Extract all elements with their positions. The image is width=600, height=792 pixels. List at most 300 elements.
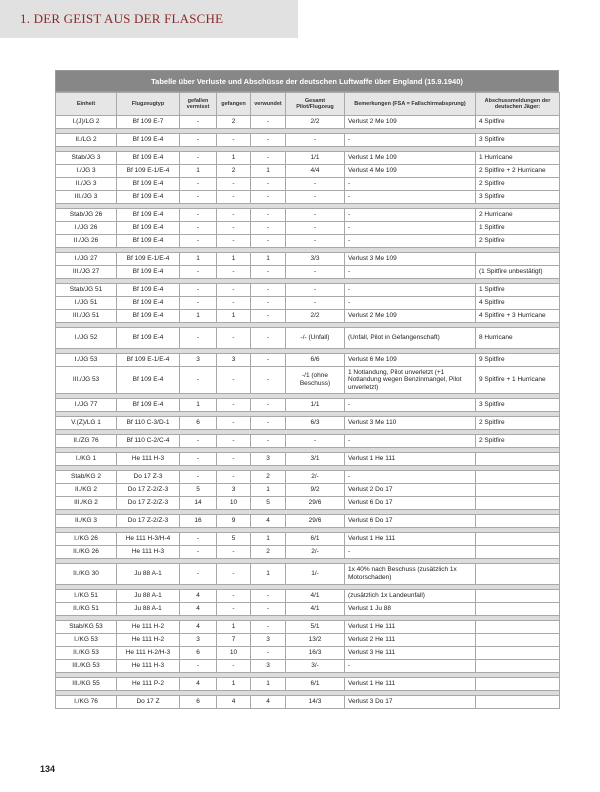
table-cell: - bbox=[251, 284, 286, 297]
table-cell: 5 bbox=[180, 484, 217, 497]
table-cell: I./JG 53 bbox=[56, 354, 117, 367]
table-cell: 4 bbox=[180, 603, 217, 616]
table-cell: - bbox=[180, 178, 217, 191]
table-cell: Bf 109 E-4 bbox=[117, 222, 180, 235]
table-cell: - bbox=[286, 266, 345, 279]
table-cell: - bbox=[251, 209, 286, 222]
table-cell: - bbox=[180, 266, 217, 279]
table-cell: - bbox=[345, 546, 476, 559]
table-cell: II./KG 3 bbox=[56, 515, 117, 528]
header-cell: Flugzeugtyp bbox=[117, 93, 180, 116]
table-cell: 4 Spitfire bbox=[476, 116, 560, 129]
table-cell: 1 Spitfire bbox=[476, 284, 560, 297]
table-cell: - bbox=[180, 546, 217, 559]
table-cell: He 111 H-3 bbox=[117, 546, 180, 559]
table-header-row bbox=[56, 93, 560, 116]
table-cell: - bbox=[180, 533, 217, 546]
table-cell: (Unfall, Pilot in Gefangenschaft) bbox=[345, 328, 476, 349]
table-cell: - bbox=[251, 297, 286, 310]
table-cell bbox=[476, 678, 560, 691]
table-cell: V.(Z)/LG 1 bbox=[56, 417, 117, 430]
table-cell: - bbox=[180, 564, 217, 585]
table-cell: - bbox=[251, 222, 286, 235]
table-cell: - bbox=[217, 191, 251, 204]
table-row bbox=[56, 191, 560, 204]
table-cell: 1 bbox=[251, 564, 286, 585]
table-row bbox=[56, 134, 560, 147]
table-cell: - bbox=[217, 328, 251, 349]
table-cell: - bbox=[251, 178, 286, 191]
table-cell: Verlust 1 Ju 88 bbox=[345, 603, 476, 616]
table-cell: - bbox=[251, 399, 286, 412]
table-row bbox=[56, 116, 560, 129]
table-cell: Bf 109 E-4 bbox=[117, 328, 180, 349]
table-cell: - bbox=[180, 134, 217, 147]
table-row bbox=[56, 634, 560, 647]
table-row bbox=[56, 152, 560, 165]
table-cell: - bbox=[251, 367, 286, 394]
header-cell: verwundet bbox=[251, 93, 286, 116]
table-row bbox=[56, 253, 560, 266]
table-cell: - bbox=[251, 647, 286, 660]
table-cell: I.(J)/LG 2 bbox=[56, 116, 117, 129]
table-cell: 29/6 bbox=[286, 497, 345, 510]
table-cell: Verlust 3 Me 110 bbox=[345, 417, 476, 430]
table-cell: Verlust 2 Do 17 bbox=[345, 484, 476, 497]
table-cell: He 111 H-3 bbox=[117, 453, 180, 466]
table-cell: Bf 109 E-4 bbox=[117, 367, 180, 394]
table-cell: 4/1 bbox=[286, 603, 345, 616]
table-cell: Do 17 Z-2/Z-3 bbox=[117, 497, 180, 510]
table-cell: II./KG 26 bbox=[56, 546, 117, 559]
table-cell: - bbox=[217, 471, 251, 484]
table-cell: 2/2 bbox=[286, 116, 345, 129]
header-cell: Einheit bbox=[56, 93, 117, 116]
table-cell: Verlust 3 Do 17 bbox=[345, 696, 476, 709]
table-cell: - bbox=[251, 354, 286, 367]
table-cell: - bbox=[251, 116, 286, 129]
table-cell: - bbox=[345, 235, 476, 248]
table-cell: - bbox=[180, 116, 217, 129]
table-cell: Verlust 6 Do 17 bbox=[345, 515, 476, 528]
header-cell: gefallen vermisst bbox=[180, 93, 217, 116]
table-row bbox=[56, 546, 560, 559]
table-cell: - bbox=[345, 134, 476, 147]
table-cell: 1 bbox=[251, 165, 286, 178]
table-cell bbox=[476, 497, 560, 510]
table-cell: Verlust 1 He 111 bbox=[345, 621, 476, 634]
table-cell: - bbox=[180, 209, 217, 222]
table-cell: - bbox=[180, 453, 217, 466]
table-cell: -/- (Unfall) bbox=[286, 328, 345, 349]
table-row bbox=[56, 564, 560, 585]
header-cell: Bemerkungen (FSA = Fallschirmabsprung) bbox=[345, 93, 476, 116]
table-row bbox=[56, 497, 560, 510]
table-cell: 1 bbox=[217, 678, 251, 691]
table-cell: 6/1 bbox=[286, 678, 345, 691]
table-row bbox=[56, 603, 560, 616]
table-cell: (1 Spitfire unbestätigt) bbox=[476, 266, 560, 279]
table-cell: Bf 109 E-1/E-4 bbox=[117, 165, 180, 178]
table-cell: 2 Spitfire bbox=[476, 435, 560, 448]
table-cell: 2 bbox=[251, 471, 286, 484]
table-cell: 1 Notlandung, Pilot unverletzt (+1 Notlandung wegen Benzinmangel, Pilot unverletzt) bbox=[345, 367, 476, 394]
table-cell: 3 bbox=[180, 354, 217, 367]
table-cell: He 111 H-3 bbox=[117, 660, 180, 673]
table-cell: Bf 109 E-4 bbox=[117, 209, 180, 222]
table-cell bbox=[476, 515, 560, 528]
table-cell bbox=[476, 453, 560, 466]
table-row bbox=[56, 222, 560, 235]
table-cell bbox=[476, 634, 560, 647]
table-cell: Bf 110 C-3/D-1 bbox=[117, 417, 180, 430]
table-cell: 4/4 bbox=[286, 165, 345, 178]
table-cell: 1 bbox=[251, 678, 286, 691]
table-cell bbox=[476, 253, 560, 266]
table-cell: Verlust 2 Me 109 bbox=[345, 310, 476, 323]
table-row bbox=[56, 284, 560, 297]
table-cell: III./JG 3 bbox=[56, 191, 117, 204]
table-cell: - bbox=[286, 297, 345, 310]
table-cell: -/1 (ohne Beschuss) bbox=[286, 367, 345, 394]
table-cell: II./JG 3 bbox=[56, 178, 117, 191]
table-cell: - bbox=[180, 235, 217, 248]
table-cell: 6/3 bbox=[286, 417, 345, 430]
table-cell bbox=[476, 471, 560, 484]
table-cell: He 111 P-2 bbox=[117, 678, 180, 691]
table-cell: - bbox=[286, 191, 345, 204]
table-cell: I./JG 26 bbox=[56, 222, 117, 235]
table-cell: - bbox=[345, 266, 476, 279]
table-cell: - bbox=[217, 222, 251, 235]
table-cell: - bbox=[286, 134, 345, 147]
table-row bbox=[56, 533, 560, 546]
table-cell: - bbox=[345, 399, 476, 412]
table-cell: 16 bbox=[180, 515, 217, 528]
table-cell: - bbox=[180, 297, 217, 310]
table-cell: Verlust 3 He 111 bbox=[345, 647, 476, 660]
table-cell bbox=[476, 603, 560, 616]
table-row bbox=[56, 621, 560, 634]
table-cell: - bbox=[345, 435, 476, 448]
table-cell: Bf 110 C-2/C-4 bbox=[117, 435, 180, 448]
table-cell: 1 bbox=[217, 253, 251, 266]
table-cell: 3/- bbox=[286, 660, 345, 673]
table-cell: 5/1 bbox=[286, 621, 345, 634]
table-cell: Bf 109 E-4 bbox=[117, 235, 180, 248]
table-cell: - bbox=[286, 209, 345, 222]
table-cell: 9 Spitfire bbox=[476, 354, 560, 367]
table-cell: 2 bbox=[217, 116, 251, 129]
table-cell: Stab/KG 53 bbox=[56, 621, 117, 634]
table-cell: - bbox=[217, 453, 251, 466]
table-cell: - bbox=[180, 284, 217, 297]
table-cell: Verlust 2 Me 109 bbox=[345, 116, 476, 129]
table-cell: I./JG 3 bbox=[56, 165, 117, 178]
table-cell: 3 Spitfire bbox=[476, 191, 560, 204]
table-cell: 1 bbox=[217, 310, 251, 323]
table-cell: 4 Spitfire bbox=[476, 297, 560, 310]
table-cell: - bbox=[345, 209, 476, 222]
table-cell: Verlust 1 He 111 bbox=[345, 533, 476, 546]
table-cell: 3/1 bbox=[286, 453, 345, 466]
table-cell: Bf 109 E-1/E-4 bbox=[117, 354, 180, 367]
table-row bbox=[56, 660, 560, 673]
table-cell: 2/- bbox=[286, 471, 345, 484]
table-cell: 16/3 bbox=[286, 647, 345, 660]
table-cell: - bbox=[345, 660, 476, 673]
table-cell: - bbox=[217, 266, 251, 279]
table-cell: 1/1 bbox=[286, 399, 345, 412]
table-cell: - bbox=[180, 328, 217, 349]
table-cell: 6/6 bbox=[286, 354, 345, 367]
table-cell: I./KG 51 bbox=[56, 590, 117, 603]
table-cell: 1 bbox=[217, 621, 251, 634]
table-cell: - bbox=[345, 284, 476, 297]
table-cell: 3 bbox=[251, 453, 286, 466]
table-cell: II./KG 53 bbox=[56, 647, 117, 660]
table-cell: Verlust 4 Me 109 bbox=[345, 165, 476, 178]
table-row bbox=[56, 209, 560, 222]
table-cell bbox=[476, 621, 560, 634]
table-cell: Bf 109 E-4 bbox=[117, 134, 180, 147]
table-cell: 1/- bbox=[286, 564, 345, 585]
table-cell: 8 Hurricane bbox=[476, 328, 560, 349]
table-cell: Verlust 1 He 111 bbox=[345, 453, 476, 466]
table-cell: 3 bbox=[217, 484, 251, 497]
table-cell: 6 bbox=[180, 417, 217, 430]
table-cell: Stab/KG 2 bbox=[56, 471, 117, 484]
table-cell: Bf 109 E-4 bbox=[117, 284, 180, 297]
header-cell: Gesamt Pilot/Flugzeug bbox=[286, 93, 345, 116]
table-cell: Do 17 Z-3 bbox=[117, 471, 180, 484]
table-cell: 4 bbox=[180, 678, 217, 691]
header-cell: gefangen bbox=[217, 93, 251, 116]
table-cell bbox=[476, 564, 560, 585]
table-cell: 1 bbox=[180, 165, 217, 178]
table-cell: - bbox=[251, 435, 286, 448]
table-cell: He 111 H-3/H-4 bbox=[117, 533, 180, 546]
table-cell: 3 bbox=[217, 354, 251, 367]
table-cell: Bf 109 E-1/E-4 bbox=[117, 253, 180, 266]
table-cell: - bbox=[251, 417, 286, 430]
table-cell: I./KG 76 bbox=[56, 696, 117, 709]
table-cell: - bbox=[180, 222, 217, 235]
table-cell: 2 Spitfire + 2 Hurricane bbox=[476, 165, 560, 178]
table-cell: Do 17 Z-2/Z-3 bbox=[117, 484, 180, 497]
table-cell: Bf 109 E-4 bbox=[117, 178, 180, 191]
table-cell: 3 bbox=[180, 634, 217, 647]
table-cell bbox=[476, 660, 560, 673]
table-cell: 4/1 bbox=[286, 590, 345, 603]
table-cell: - bbox=[217, 435, 251, 448]
table-cell: II./LG 2 bbox=[56, 134, 117, 147]
table-row bbox=[56, 367, 560, 394]
table-cell: - bbox=[251, 621, 286, 634]
table-cell: - bbox=[217, 603, 251, 616]
table-cell: - bbox=[286, 222, 345, 235]
header-cell: Abschussmeldungen der deutschen Jäger: bbox=[476, 93, 560, 116]
table-row bbox=[56, 515, 560, 528]
table-cell: Verlust 6 Do 17 bbox=[345, 497, 476, 510]
table-cell: 29/6 bbox=[286, 515, 345, 528]
table-cell: II./KG 51 bbox=[56, 603, 117, 616]
table-cell: I./JG 27 bbox=[56, 253, 117, 266]
table-cell: - bbox=[180, 435, 217, 448]
table-cell: - bbox=[217, 209, 251, 222]
table-cell: - bbox=[251, 328, 286, 349]
table-cell: Bf 109 E-4 bbox=[117, 191, 180, 204]
table-cell: Bf 109 E-4 bbox=[117, 152, 180, 165]
table-cell: 4 bbox=[217, 696, 251, 709]
table-cell: - bbox=[251, 152, 286, 165]
table-cell: - bbox=[286, 178, 345, 191]
table-cell: Bf 109 E-4 bbox=[117, 310, 180, 323]
table-cell: 2/- bbox=[286, 546, 345, 559]
table-cell: 9 bbox=[217, 515, 251, 528]
table-cell: - bbox=[251, 310, 286, 323]
table-cell: 1 bbox=[251, 253, 286, 266]
table-cell: - bbox=[251, 590, 286, 603]
table-cell: I./KG 26 bbox=[56, 533, 117, 546]
table-cell: Bf 109 E-4 bbox=[117, 399, 180, 412]
table-cell: Bf 109 E-4 bbox=[117, 266, 180, 279]
table-cell: He 111 H-2/H-3 bbox=[117, 647, 180, 660]
table-cell: - bbox=[217, 235, 251, 248]
table-cell: 1/1 bbox=[286, 152, 345, 165]
table-cell: - bbox=[345, 222, 476, 235]
table-cell: I./JG 77 bbox=[56, 399, 117, 412]
table-cell: 6/1 bbox=[286, 533, 345, 546]
table-cell: - bbox=[217, 546, 251, 559]
table-cell: 7 bbox=[217, 634, 251, 647]
table-row bbox=[56, 165, 560, 178]
table-cell bbox=[476, 647, 560, 660]
table-cell: - bbox=[180, 660, 217, 673]
table-cell: III./KG 2 bbox=[56, 497, 117, 510]
table-cell: 2 bbox=[217, 165, 251, 178]
table-cell: Bf 109 E-7 bbox=[117, 116, 180, 129]
table-cell: III./JG 27 bbox=[56, 266, 117, 279]
table-cell: He 111 H-2 bbox=[117, 634, 180, 647]
table-row bbox=[56, 310, 560, 323]
table-row bbox=[56, 399, 560, 412]
table-cell: Stab/JG 51 bbox=[56, 284, 117, 297]
table-cell: 2 Hurricane bbox=[476, 209, 560, 222]
table-cell: I./KG 53 bbox=[56, 634, 117, 647]
table-row bbox=[56, 297, 560, 310]
table-cell: 13/2 bbox=[286, 634, 345, 647]
table-cell: - bbox=[345, 297, 476, 310]
table-row bbox=[56, 647, 560, 660]
table-cell: III./JG 53 bbox=[56, 367, 117, 394]
table-cell bbox=[476, 546, 560, 559]
table-cell: - bbox=[180, 152, 217, 165]
chapter-header-band bbox=[0, 0, 298, 38]
table-cell: 1 Hurricane bbox=[476, 152, 560, 165]
table-cell: 5 bbox=[217, 533, 251, 546]
table-cell: - bbox=[286, 284, 345, 297]
table-cell: - bbox=[251, 603, 286, 616]
table-cell: - bbox=[217, 367, 251, 394]
table-row bbox=[56, 178, 560, 191]
table-cell: 2/2 bbox=[286, 310, 345, 323]
loss-table-container bbox=[55, 70, 559, 709]
table-cell: 6 bbox=[180, 647, 217, 660]
table-row bbox=[56, 328, 560, 349]
table-cell: 1 bbox=[251, 484, 286, 497]
table-row bbox=[56, 266, 560, 279]
table-cell bbox=[476, 533, 560, 546]
table-cell: 3/3 bbox=[286, 253, 345, 266]
table-cell: - bbox=[180, 471, 217, 484]
table-row bbox=[56, 453, 560, 466]
table-cell: - bbox=[217, 284, 251, 297]
table-cell: Stab/JG 26 bbox=[56, 209, 117, 222]
table-cell: II./JG 26 bbox=[56, 235, 117, 248]
table-cell: 1 Spitfire bbox=[476, 222, 560, 235]
table-cell: - bbox=[251, 266, 286, 279]
table-row bbox=[56, 678, 560, 691]
chapter-title: 1. DER GEIST AUS DER FLASCHE bbox=[20, 11, 224, 26]
table-cell: 4 bbox=[251, 515, 286, 528]
table-cell: 4 bbox=[180, 590, 217, 603]
table-cell: (zusätzlich 1x Landeunfall) bbox=[345, 590, 476, 603]
table-cell: He 111 H-2 bbox=[117, 621, 180, 634]
table-row bbox=[56, 484, 560, 497]
table-cell: - bbox=[345, 471, 476, 484]
table-cell: Verlust 1 Me 109 bbox=[345, 152, 476, 165]
table-cell: 1x 40% nach Beschuss (zusätzlich 1x Motorschaden) bbox=[345, 564, 476, 585]
table-cell: 3 Spitfire bbox=[476, 399, 560, 412]
table-cell: Ju 88 A-1 bbox=[117, 590, 180, 603]
table-cell: 1 bbox=[217, 152, 251, 165]
table-cell: - bbox=[217, 178, 251, 191]
table-cell: 14 bbox=[180, 497, 217, 510]
table-cell: 4 bbox=[180, 621, 217, 634]
table-row bbox=[56, 590, 560, 603]
table-cell bbox=[476, 696, 560, 709]
table-cell: - bbox=[251, 235, 286, 248]
table-cell: Bf 109 E-4 bbox=[117, 297, 180, 310]
table-row bbox=[56, 435, 560, 448]
table-cell: 1 bbox=[180, 310, 217, 323]
table-cell: 1 bbox=[251, 533, 286, 546]
table-row bbox=[56, 696, 560, 709]
table-cell: 10 bbox=[217, 497, 251, 510]
table-cell: Verlust 6 Me 109 bbox=[345, 354, 476, 367]
table-cell: 2 bbox=[251, 546, 286, 559]
table-body bbox=[56, 116, 560, 709]
table-cell: I./JG 52 bbox=[56, 328, 117, 349]
table-row bbox=[56, 471, 560, 484]
table-row bbox=[56, 354, 560, 367]
table-cell: 9 Spitfire + 1 Hurricane bbox=[476, 367, 560, 394]
table-cell: - bbox=[286, 435, 345, 448]
table-cell: - bbox=[345, 191, 476, 204]
table-cell: III./KG 53 bbox=[56, 660, 117, 673]
table-cell: - bbox=[251, 134, 286, 147]
table-cell: - bbox=[217, 590, 251, 603]
table-cell: Do 17 Z bbox=[117, 696, 180, 709]
table-cell: - bbox=[180, 191, 217, 204]
table-cell: 2 Spitfire bbox=[476, 417, 560, 430]
table-cell: - bbox=[217, 297, 251, 310]
table-cell: Verlust 2 He 111 bbox=[345, 634, 476, 647]
table-cell: - bbox=[217, 417, 251, 430]
table-cell: 14/3 bbox=[286, 696, 345, 709]
table-cell: III./KG 55 bbox=[56, 678, 117, 691]
